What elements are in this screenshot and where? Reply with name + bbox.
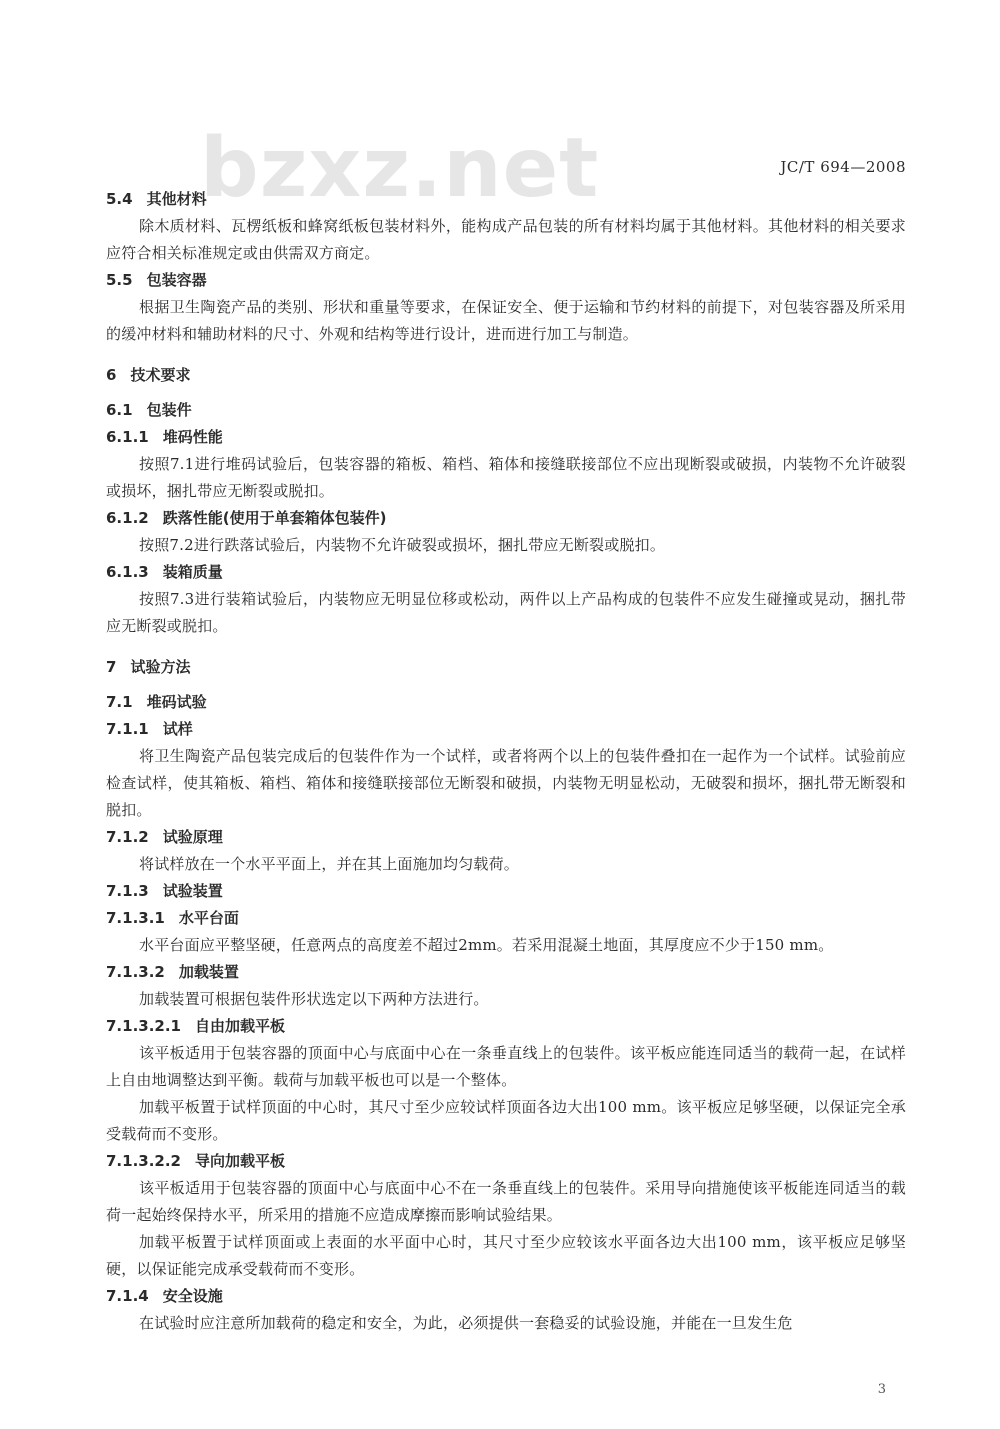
section-number: 7.1.3.2.1 bbox=[106, 1017, 181, 1035]
section-number: 7.1.3.2.2 bbox=[106, 1152, 181, 1170]
section-heading bbox=[106, 186, 906, 213]
paragraph: 水平台面应平整坚硬，任意两点的高度差不超过2mm。若采用混凝土地面，其厚度应不少于150 mm。 bbox=[139, 936, 834, 954]
section-title: 包装容器 bbox=[146, 271, 207, 289]
paragraph: 该平板适用于包装容器的顶面中心与底面中心不在一条垂直线上的包装件。采用导向措施使该平板能连同适当的载荷一起始终保持水平，所采用的措施不应造成摩擦而影响试验结果。 bbox=[106, 1179, 906, 1224]
paragraph: 在试验时应注意所加载荷的稳定和安全，为此，必须提供一套稳妥的试验设施，并能在一旦发生危 bbox=[139, 1314, 793, 1332]
paragraph: 将试样放在一个水平平面上，并在其上面施加均匀载荷。 bbox=[139, 855, 520, 873]
section-title: 其他材料 bbox=[146, 190, 207, 208]
standard-code: JC/T 694—2008 bbox=[780, 158, 906, 176]
section-number: 7.1.4 bbox=[106, 1287, 149, 1305]
section-number: 7.1 bbox=[106, 693, 133, 711]
section-number: 7.1.3.1 bbox=[106, 909, 165, 927]
paragraph: 按照7.1进行堆码试验后，包装容器的箱板、箱档、箱体和接缝联接部位不应出现断裂或破损，内装物不允许破裂或损坏，捆扎带应无断裂或脱扣。 bbox=[106, 455, 906, 500]
section-title: 试样 bbox=[162, 720, 193, 738]
section-title: 水平台面 bbox=[178, 909, 239, 927]
paragraph: 按照7.2进行跌落试验后，内装物不允许破裂或损坏，捆扎带应无断裂或脱扣。 bbox=[139, 536, 666, 554]
paragraph: 除木质材料、瓦楞纸板和蜂窝纸板包装材料外，能构成产品包装的所有材料均属于其他材料。其他材料的相关要求应符合相关标准规定或由供需双方商定。 bbox=[106, 217, 906, 262]
document-body bbox=[106, 186, 906, 1337]
section-title: 试验原理 bbox=[162, 828, 223, 846]
section-number: 6.1.1 bbox=[106, 428, 149, 446]
section-heading bbox=[106, 362, 906, 389]
section-heading bbox=[106, 1148, 906, 1175]
section-title: 自由加载平板 bbox=[194, 1017, 285, 1035]
paragraph: 加载平板置于试样顶面或上表面的水平面中心时，其尺寸至少应较该水平面各边大出100 mm，该平板应足够坚硬，以保证能完成承受载荷而不变形。 bbox=[106, 1233, 906, 1278]
section-heading bbox=[106, 505, 906, 532]
section-number: 5.4 bbox=[106, 190, 133, 208]
paragraph: 按照7.3进行装箱试验后，内装物应无明显位移或松动，两件以上产品构成的包装件不应发生碰撞或晃动，捆扎带应无断裂或脱扣。 bbox=[106, 590, 906, 635]
section-number: 7.1.2 bbox=[106, 828, 149, 846]
section-heading bbox=[106, 689, 906, 716]
section-heading bbox=[106, 654, 906, 681]
paragraph: 将卫生陶瓷产品包装完成后的包装件作为一个试样，或者将两个以上的包装件叠扣在一起作为一个试样。试验前应检查试样，使其箱板、箱档、箱体和接缝联接部位无断裂和破损，内装物无明显松动，无破裂和损坏，捆扎带无断裂和脱扣。 bbox=[106, 747, 906, 819]
section-heading bbox=[106, 716, 906, 743]
section-heading bbox=[106, 905, 906, 932]
paragraph: 根据卫生陶瓷产品的类别、形状和重量等要求，在保证安全、便于运输和节约材料的前提下，对包装容器及所采用的缓冲材料和辅助材料的尺寸、外观和结构等进行设计，进而进行加工与制造。 bbox=[106, 298, 906, 343]
section-number: 7 bbox=[106, 658, 117, 676]
section-title: 堆码试验 bbox=[146, 693, 207, 711]
section-number: 5.5 bbox=[106, 271, 133, 289]
section-heading bbox=[106, 959, 906, 986]
section-title: 技术要求 bbox=[130, 366, 191, 384]
section-number: 6.1.3 bbox=[106, 563, 149, 581]
section-title: 堆码性能 bbox=[162, 428, 223, 446]
section-title: 安全设施 bbox=[162, 1287, 223, 1305]
section-heading bbox=[106, 878, 906, 905]
section-heading bbox=[106, 267, 906, 294]
section-heading bbox=[106, 559, 906, 586]
paragraph: 加载装置可根据包装件形状选定以下两种方法进行。 bbox=[139, 990, 489, 1008]
section-title: 试验方法 bbox=[130, 658, 191, 676]
watermark: bzxz.net bbox=[200, 121, 600, 216]
section-title: 试验装置 bbox=[162, 882, 223, 900]
section-title: 跌落性能(使用于单套箱体包装件) bbox=[162, 509, 387, 527]
section-number: 6.1 bbox=[106, 401, 133, 419]
section-heading bbox=[106, 1283, 906, 1310]
section-heading bbox=[106, 424, 906, 451]
section-number: 7.1.3.2 bbox=[106, 963, 165, 981]
page-number: 3 bbox=[877, 1382, 886, 1397]
section-title: 装箱质量 bbox=[162, 563, 223, 581]
section-number: 6 bbox=[106, 366, 117, 384]
section-heading bbox=[106, 397, 906, 424]
section-heading bbox=[106, 1013, 906, 1040]
paragraph: 加载平板置于试样顶面的中心时，其尺寸至少应较试样顶面各边大出100 mm。该平板应足够坚硬，以保证完全承受载荷而不变形。 bbox=[106, 1098, 906, 1143]
section-number: 7.1.3 bbox=[106, 882, 149, 900]
section-number: 7.1.1 bbox=[106, 720, 149, 738]
section-number: 6.1.2 bbox=[106, 509, 149, 527]
section-title: 包装件 bbox=[146, 401, 192, 419]
paragraph: 该平板适用于包装容器的顶面中心与底面中心在一条垂直线上的包装件。该平板应能连同适当的载荷一起，在试样上自由地调整达到平衡。载荷与加载平板也可以是一个整体。 bbox=[106, 1044, 906, 1089]
section-heading bbox=[106, 824, 906, 851]
section-title: 加载装置 bbox=[178, 963, 239, 981]
section-title: 导向加载平板 bbox=[194, 1152, 285, 1170]
